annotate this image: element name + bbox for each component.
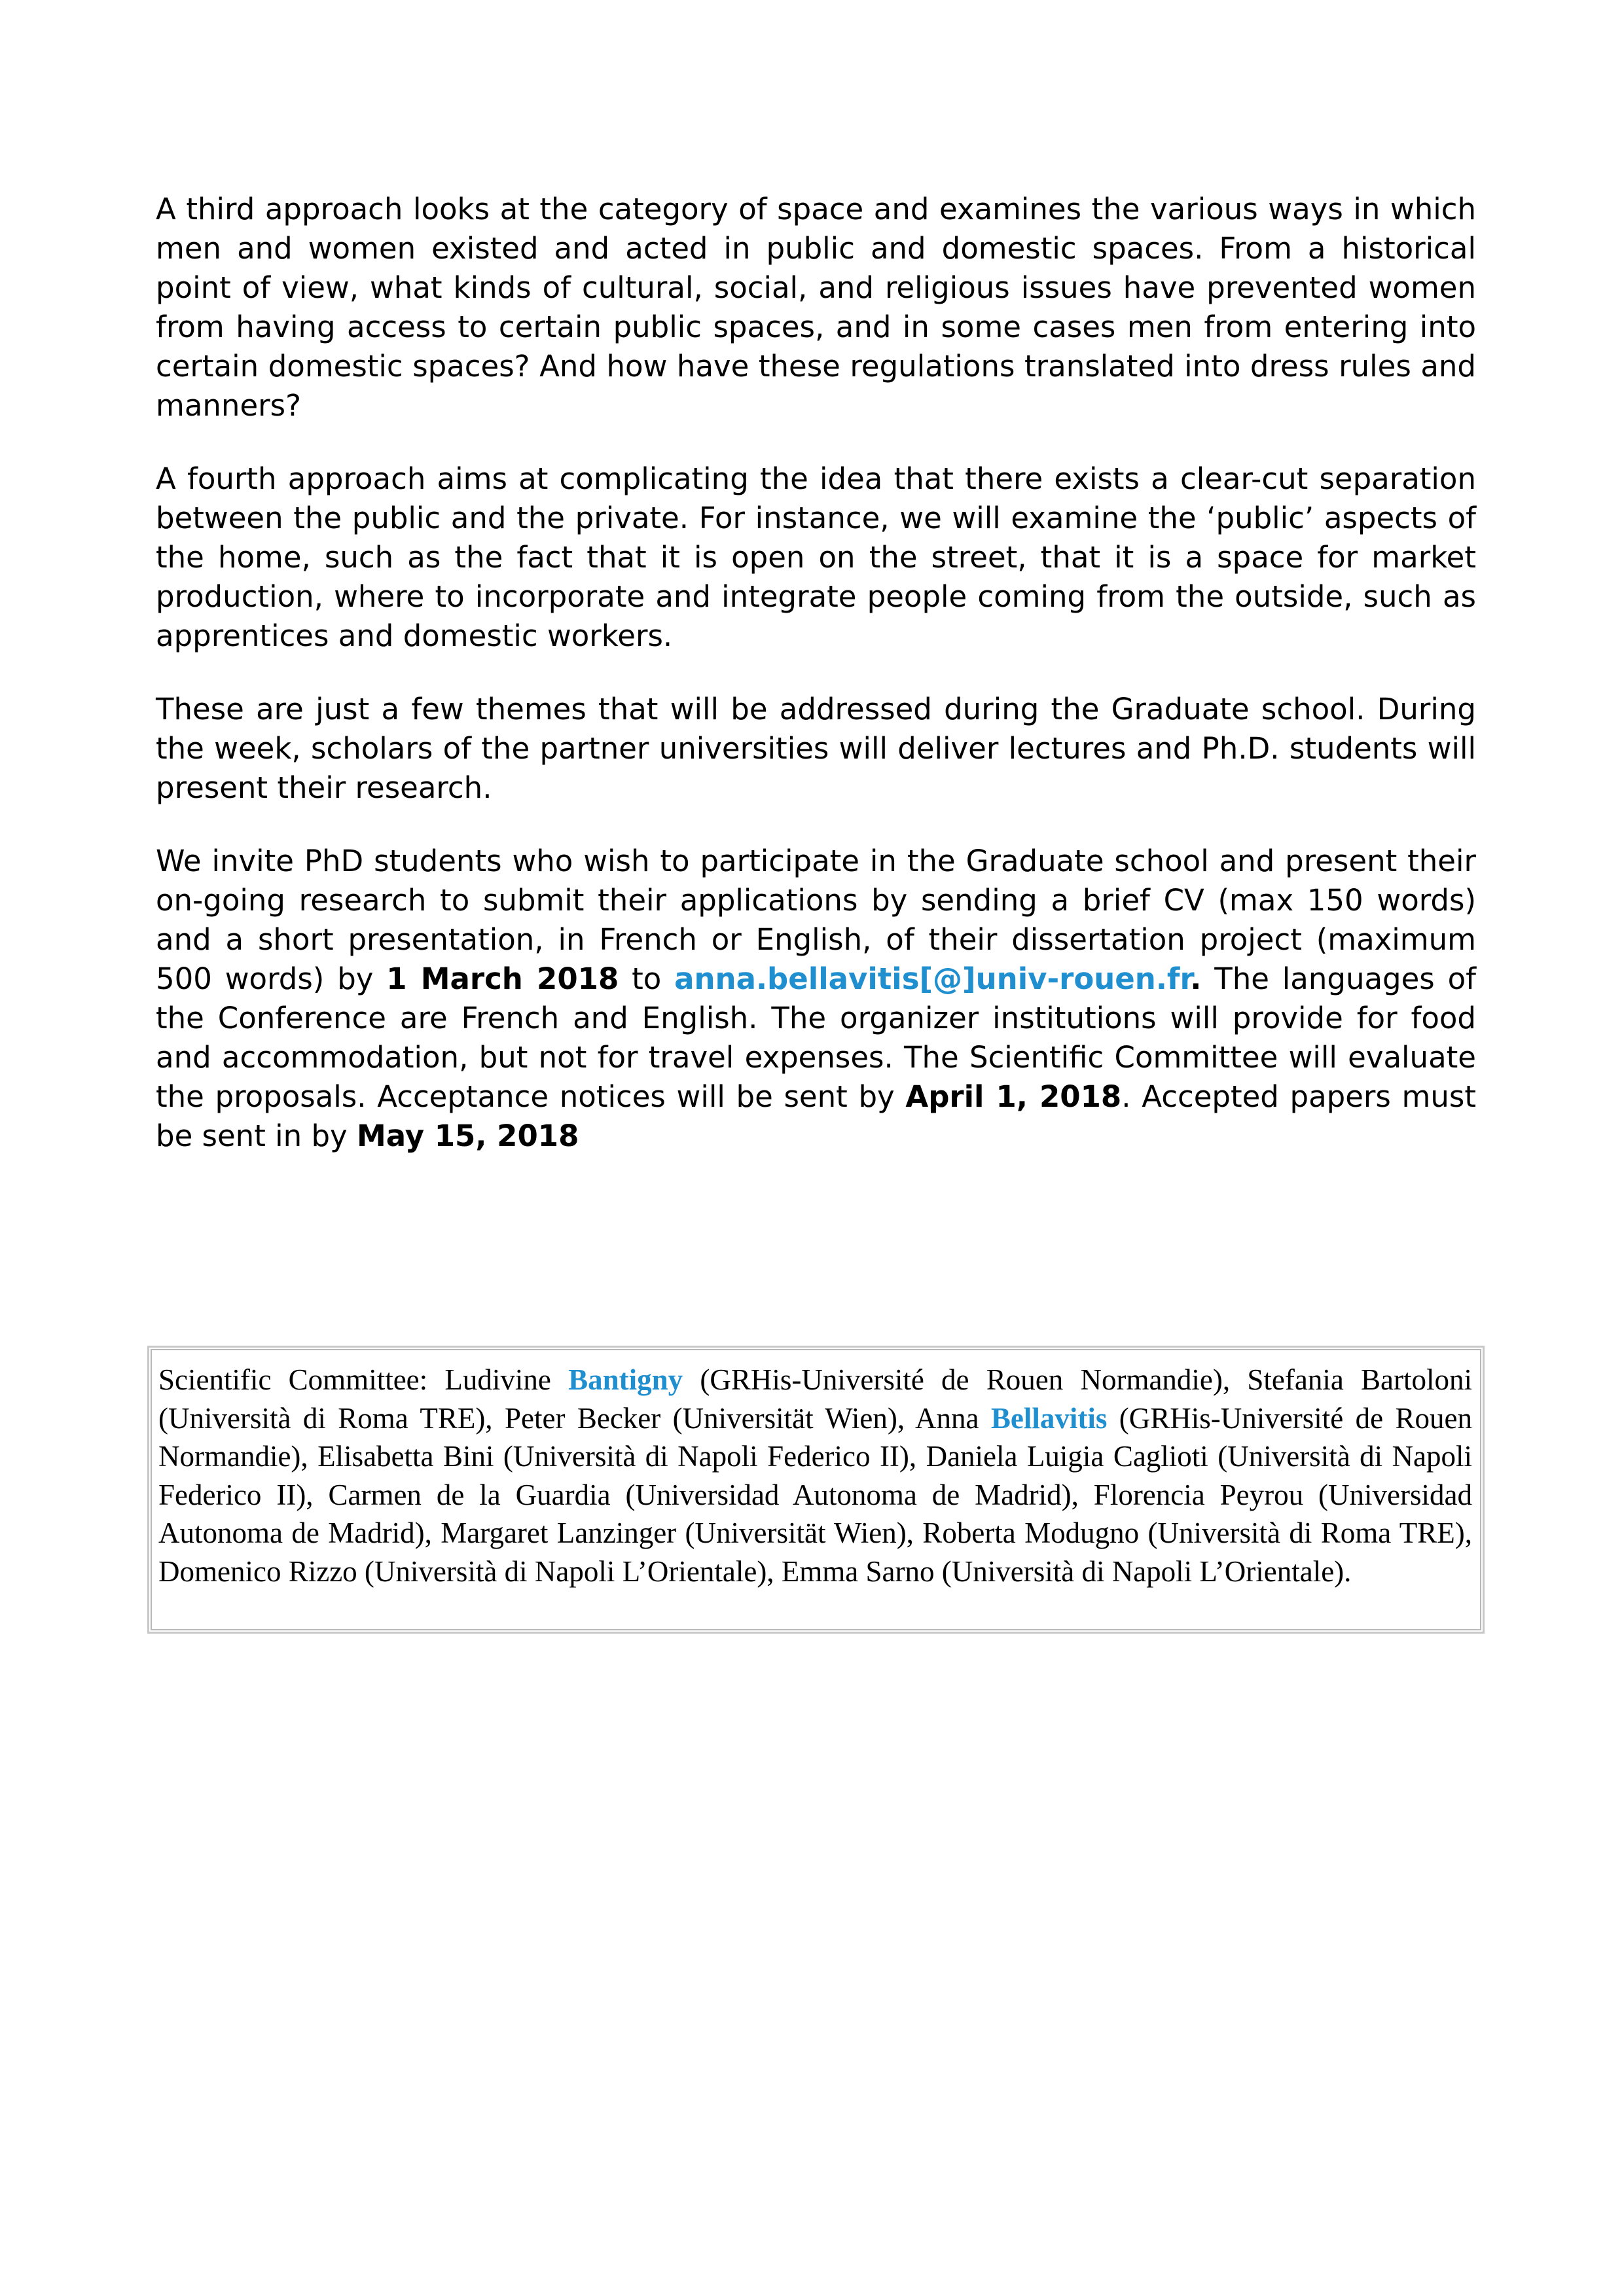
languages-text: The languages of the Conference are French and English. The organizer institutions will provide for food and accommodation, but not for travel expenses. The Scientific Committee will evaluate the proposals. Acceptance notices will be sent by xyxy=(156,961,1476,1114)
invitation-text: We invite PhD students who wish to participate in the Graduate school and present their on-going research to submit their applications by sending a brief CV (max 150 words) and a short presentation, in French or English, of their dissertation project (maximum 500 words) by xyxy=(156,844,1476,996)
papers-date: May 15, 2018 xyxy=(356,1119,579,1153)
scientific-committee-text xyxy=(158,1361,1472,1590)
committee-name-bantigny: Bantigny xyxy=(568,1363,683,1396)
scientific-committee-box xyxy=(147,1346,1485,1634)
email-period: . xyxy=(1190,961,1202,996)
to-word: to xyxy=(619,961,675,996)
committee-members-part2: (GRHis-Université de Rouen Normandie), Elisabetta Bini (Università di Napoli Federico II), Daniela Luigia Caglioti (Università di Napoli Federico II), Carmen de la Guardia (Universidad Autonoma de Madrid), Florencia Peyrou (Universidad Autonoma de Madrid), Margaret Lanzinger (Universität Wien), Roberta Modugno (Università di Roma TRE), Domenico Rizzo (Università di Napoli L’Orientale), Emma Sarno (Università di Napoli L’Orientale). xyxy=(158,1401,1472,1588)
committee-intro: Scientific Committee: Ludivine xyxy=(158,1363,569,1396)
body-text xyxy=(156,190,1476,1190)
papers-text: . Accepted papers must be sent in by xyxy=(156,1079,1476,1153)
paragraph-themes: These are just a few themes that will be addressed during the Graduate school. During the week, scholars of the partner universities will deliver lectures and Ph.D. students will present their research. xyxy=(156,692,1476,805)
paragraph-fourth-approach: A fourth approach aims at complicating the idea that there exists a clear-cut separation between the public and the private. For instance, we will examine the ‘public’ aspects of the home, such as the fact that it is open on the street, that it is a space for market production, where to incorporate and integrate people coming from the outside, such as apprentices and domestic workers. xyxy=(156,461,1476,653)
committee-name-bellavitis: Bellavitis xyxy=(990,1401,1108,1435)
acceptance-date: April 1, 2018 xyxy=(905,1079,1122,1114)
paragraph-invitation xyxy=(156,842,1476,1156)
paragraph-third-approach: A third approach looks at the category of space and examines the various ways in which men and women existed and acted in public and domestic spaces. From a historical point of view, what kinds of cultural, social, and religious issues have prevented women from having access to certain public spaces, and in some cases men from entering into certain domestic spaces? And how have these regulations translated into dress rules and manners? xyxy=(156,192,1476,423)
contact-email-link[interactable]: anna.bellavitis[@]univ-rouen.fr xyxy=(674,961,1191,996)
committee-members-part1: (GRHis-Université de Rouen Normandie), Stefania Bartoloni (Università di Roma TRE), Peter Becker (Universität Wien), Anna xyxy=(158,1363,1472,1435)
deadline-date: 1 March 2018 xyxy=(386,961,619,996)
